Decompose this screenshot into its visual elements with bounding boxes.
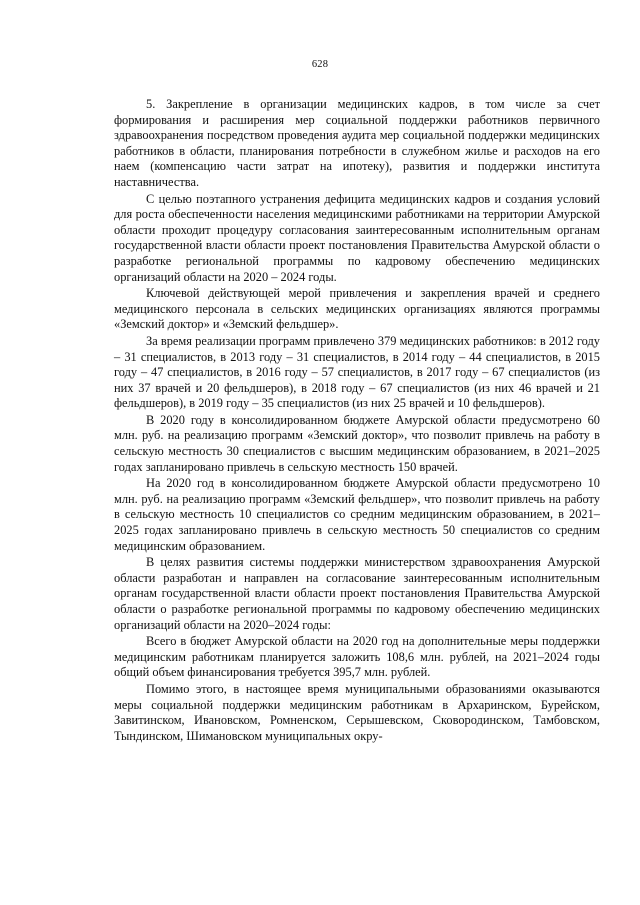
paragraph-zemsky-feldsher-budget: На 2020 год в консолидированном бюджете Амурской области предусмотрено 10 млн. руб. на реализацию программ «Земский фельдшер», что позволит привлечь на работу в сельскую местность 10 специалистов со средним медицинским образованием, в 2021–2025 годах запланировано привлечь в сельскую местность 50 специалистов со средним медицинским образованием.	[114, 476, 600, 553]
paragraph-staff-retention: 5. Закрепление в организации медицинских кадров, в том числе за счет формирования и расширения мер социальной поддержки работников первичного здравоохранения посредством проведения аудита мер социальной поддержки медицинских работников в области, планирования потребности в служебном жилье и расходов на его наем (компенсацию части затрат на ипотеку), развития и поддержки института наставничества.	[114, 97, 600, 189]
paragraph-municipal-measures: Помимо этого, в настоящее время муниципальными образованиями оказываются меры социальной поддержки медицинским работникам в Архаринском, Бурейском, Завитинском, Ивановском, Ромненском, Серышевском, Сковородинском, Тамбовском, Тындинском, Шимановском муниципальных окру-	[114, 681, 600, 743]
document-body	[114, 97, 600, 745]
paragraph-zemsky-doctor-budget: В 2020 году в консолидированном бюджете Амурской области предусмотрено 60 млн. руб. на реализацию программ «Земский доктор», что позволит привлечь на работу в сельскую местность 30 специалистов с высшим медицинским образованием, в 2021–2025 годах запланировано привлечь в сельскую местность 150 врачей.	[114, 412, 600, 474]
paragraph-support-system: В целях развития системы поддержки министерством здравоохранения Амурской области разработан и направлен на согласование заинтересованным исполнительным органам государственной власти области проект постановления Правительства Амурской области о разработке региональной программы по кадровому обеспечению медицинских организаций области на 2020–2024 годы:	[114, 555, 600, 632]
paragraph-deficit-elimination: С целью поэтапного устранения дефицита медицинских кадров и создания условий для роста обеспеченности населения медицинскими работниками на территории Амурской области проходит процедуру согласования заинтересованным исполнительным органам государственной власти области проект постановления Правительства Амурской области о разработке региональной программы по кадровому обеспечению медицинских организаций области на 2020 – 2024 годы.	[114, 191, 600, 284]
page-number: 628	[311, 59, 329, 70]
paragraph-key-measure: Ключевой действующей мерой привлечения и закрепления врачей и среднего медицинского персонала в сельских медицинских организациях являются программы «Земский доктор» и «Земский фельдшер».	[114, 286, 600, 332]
paragraph-attracted-workers: За время реализации программ привлечено 379 медицинских работников: в 2012 году – 31 специалистов, в 2013 году – 31 специалистов, в 2014 году – 44 специалистов, в 2015 году – 47 специалистов, в 2016 году – 57 специалистов, в 2017 году – 67 специалистов (из них 37 врачей и 20 фельдшеров), в 2018 году – 67 специалистов (из них 46 врачей и 21 фельдшеров), в 2019 году – 35 специалистов (из них 25 врачей и 10 фельдшеров).	[114, 333, 600, 411]
paragraph-total-budget: Всего в бюджет Амурской области на 2020 год на дополнительные меры поддержки медицинским работникам планируется заложить 108,6 млн. рублей, на 2021–2024 годы общий объем финансирования требуется 395,7 млн. рублей.	[114, 634, 600, 680]
